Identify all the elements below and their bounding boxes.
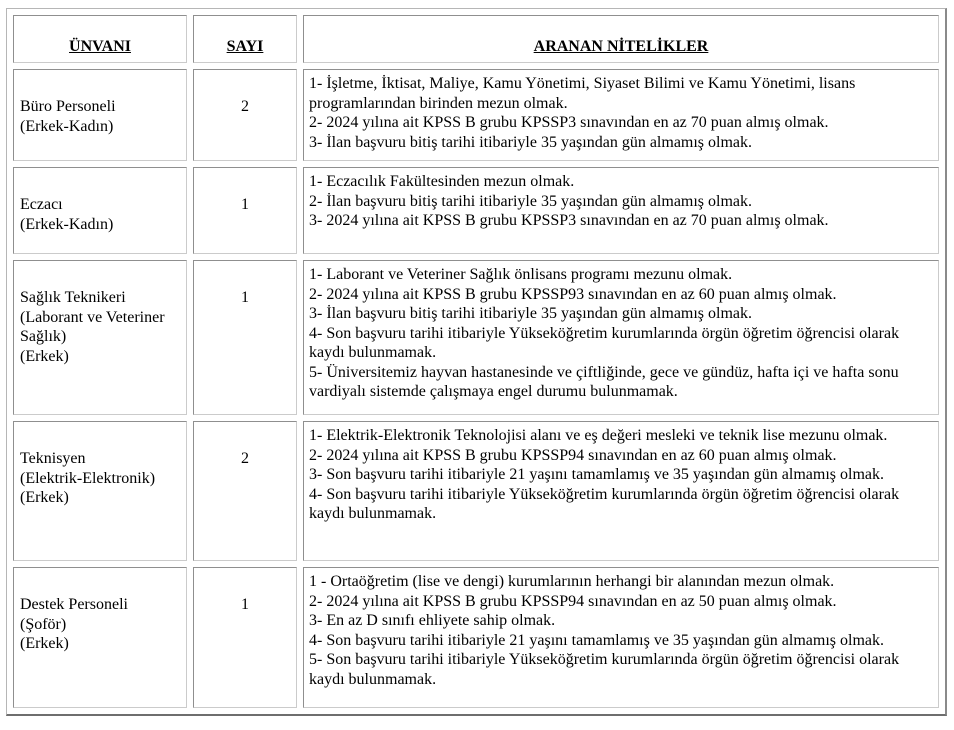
column-header-qualifications-label: ARANAN NİTELİKLER xyxy=(533,37,709,55)
position-title-line: (Erkek-Kadın) xyxy=(20,117,114,135)
qualification-item: 3- İlan başvuru bitiş tarihi itibariyle 35 yaşından gün almamış olmak. xyxy=(309,133,753,151)
table-row xyxy=(13,69,939,161)
position-count-cell xyxy=(193,421,297,561)
position-title-line: (Erkek) xyxy=(20,489,69,506)
qualification-item: 1- İşletme, İktisat, Maliye, Kamu Yönetimi, Siyaset Bilimi ve Kamu Yönetimi, lisans programlarından birinden mezun olmak. xyxy=(309,75,856,112)
position-title-cell xyxy=(13,567,187,708)
qualification-item: 2- 2024 yılına ait KPSS B grubu KPSSP94 sınavından en az 50 puan almış olmak. xyxy=(309,592,837,610)
position-count-cell xyxy=(193,69,297,161)
qualification-item: 1- Elektrik-Elektronik Teknolojisi alanı ve eş değeri mesleki ve teknik lise mezunu olmak. xyxy=(309,427,888,444)
column-header-count xyxy=(193,15,297,63)
qualification-item: 4- Son başvuru tarihi itibariyle 21 yaşını tamamlamış ve 35 yaşından gün almamış olmak. xyxy=(309,631,885,649)
qualification-item: 2- İlan başvuru bitiş tarihi itibariyle 35 yaşından gün almamış olmak. xyxy=(309,192,753,210)
qualifications-cell xyxy=(303,69,939,161)
column-header-title-label: ÜNVANI xyxy=(69,37,131,55)
position-count-cell xyxy=(193,567,297,708)
column-header-qualifications xyxy=(303,15,939,63)
position-title-cell xyxy=(13,167,187,254)
column-header-count-label: SAYI xyxy=(226,37,264,55)
position-title-line: (Erkek) xyxy=(20,347,69,365)
qualification-item: 3- İlan başvuru bitiş tarihi itibariyle 35 yaşından gün almamış olmak. xyxy=(309,305,753,322)
position-count-value: 2 xyxy=(241,450,249,467)
position-count-value: 1 xyxy=(241,596,249,613)
position-title-line: (Elektrik-Elektronik) xyxy=(20,469,156,487)
column-header-title xyxy=(13,15,187,63)
position-title-line: (Erkek-Kadın) xyxy=(20,215,114,233)
qualification-item: 4- Son başvuru tarihi itibariyle Yükseköğretim kurumlarında örgün öğretim öğrencisi olarak kaydı bulunmamak. xyxy=(309,324,900,361)
position-count-cell xyxy=(193,167,297,254)
qualification-item: 1- Laborant ve Veteriner Sağlık önlisans programı mezunu olmak. xyxy=(309,266,733,283)
table-row xyxy=(13,421,939,561)
qualifications-cell xyxy=(303,567,939,708)
position-title-line: (Şoför) xyxy=(20,615,67,633)
position-title-line: Sağlık Teknikeri xyxy=(20,289,126,306)
qualifications-cell xyxy=(303,260,939,415)
position-title-line: Destek Personeli xyxy=(20,596,128,613)
position-title-cell xyxy=(13,69,187,161)
position-title-line: Eczacı xyxy=(20,196,63,213)
position-title-cell xyxy=(13,260,187,415)
qualification-item: 5- Üniversitemiz hayvan hastanesinde ve çiftliğinde, gece ve gündüz, hafta içi ve hafta sonu vardiyalı sistemde çalışmaya engel durumu bulunmamak. xyxy=(309,363,899,400)
qualification-item: 3- En az D sınıfı ehliyete sahip olmak. xyxy=(309,612,556,629)
qualification-item: 3- 2024 yılına ait KPSS B grubu KPSSP3 sınavından en az 70 puan almış olmak. xyxy=(309,212,829,229)
position-count-value: 2 xyxy=(241,98,249,115)
position-title-cell xyxy=(13,421,187,561)
qualifications-cell xyxy=(303,421,939,561)
qualification-item: 4- Son başvuru tarihi itibariyle Yükseköğretim kurumlarında örgün öğretim öğrencisi olarak kaydı bulunmamak. xyxy=(309,485,900,522)
qualification-item: 2- 2024 yılına ait KPSS B grubu KPSSP93 sınavından en az 60 puan almış olmak. xyxy=(309,285,837,303)
table-row xyxy=(13,567,939,708)
position-count-cell xyxy=(193,260,297,415)
table-row xyxy=(13,260,939,415)
qualification-item: 2- 2024 yılına ait KPSS B grubu KPSSP3 sınavından en az 70 puan almış olmak. xyxy=(309,114,829,131)
table-header xyxy=(13,15,939,63)
table-row xyxy=(13,167,939,254)
qualification-item: 5- Son başvuru tarihi itibariyle Yükseköğretim kurumlarında örgün öğretim öğrencisi olarak kaydı bulunmamak. xyxy=(309,651,900,688)
job-positions-table xyxy=(6,8,947,716)
qualification-item: 1- Eczacılık Fakültesinden mezun olmak. xyxy=(309,173,575,190)
position-count-value: 1 xyxy=(241,196,249,213)
qualification-item: 3- Son başvuru tarihi itibariyle 21 yaşını tamamlamış ve 35 yaşından gün almamış olmak. xyxy=(309,466,885,483)
table-body xyxy=(13,69,939,708)
qualification-item: 2- 2024 yılına ait KPSS B grubu KPSSP94 sınavından en az 60 puan almış olmak. xyxy=(309,446,837,464)
qualification-item: 1 - Ortaöğretim (lise ve dengi) kurumlarının herhangi bir alanından mezun olmak. xyxy=(309,573,835,590)
header-row xyxy=(13,15,939,63)
position-title-line: Büro Personeli xyxy=(20,98,116,115)
position-title-line: (Laborant ve Veteriner Sağlık) xyxy=(20,308,165,345)
position-count-value: 1 xyxy=(241,289,249,306)
position-title-line: Teknisyen xyxy=(20,450,86,467)
position-title-line: (Erkek) xyxy=(20,635,69,652)
qualifications-cell xyxy=(303,167,939,254)
